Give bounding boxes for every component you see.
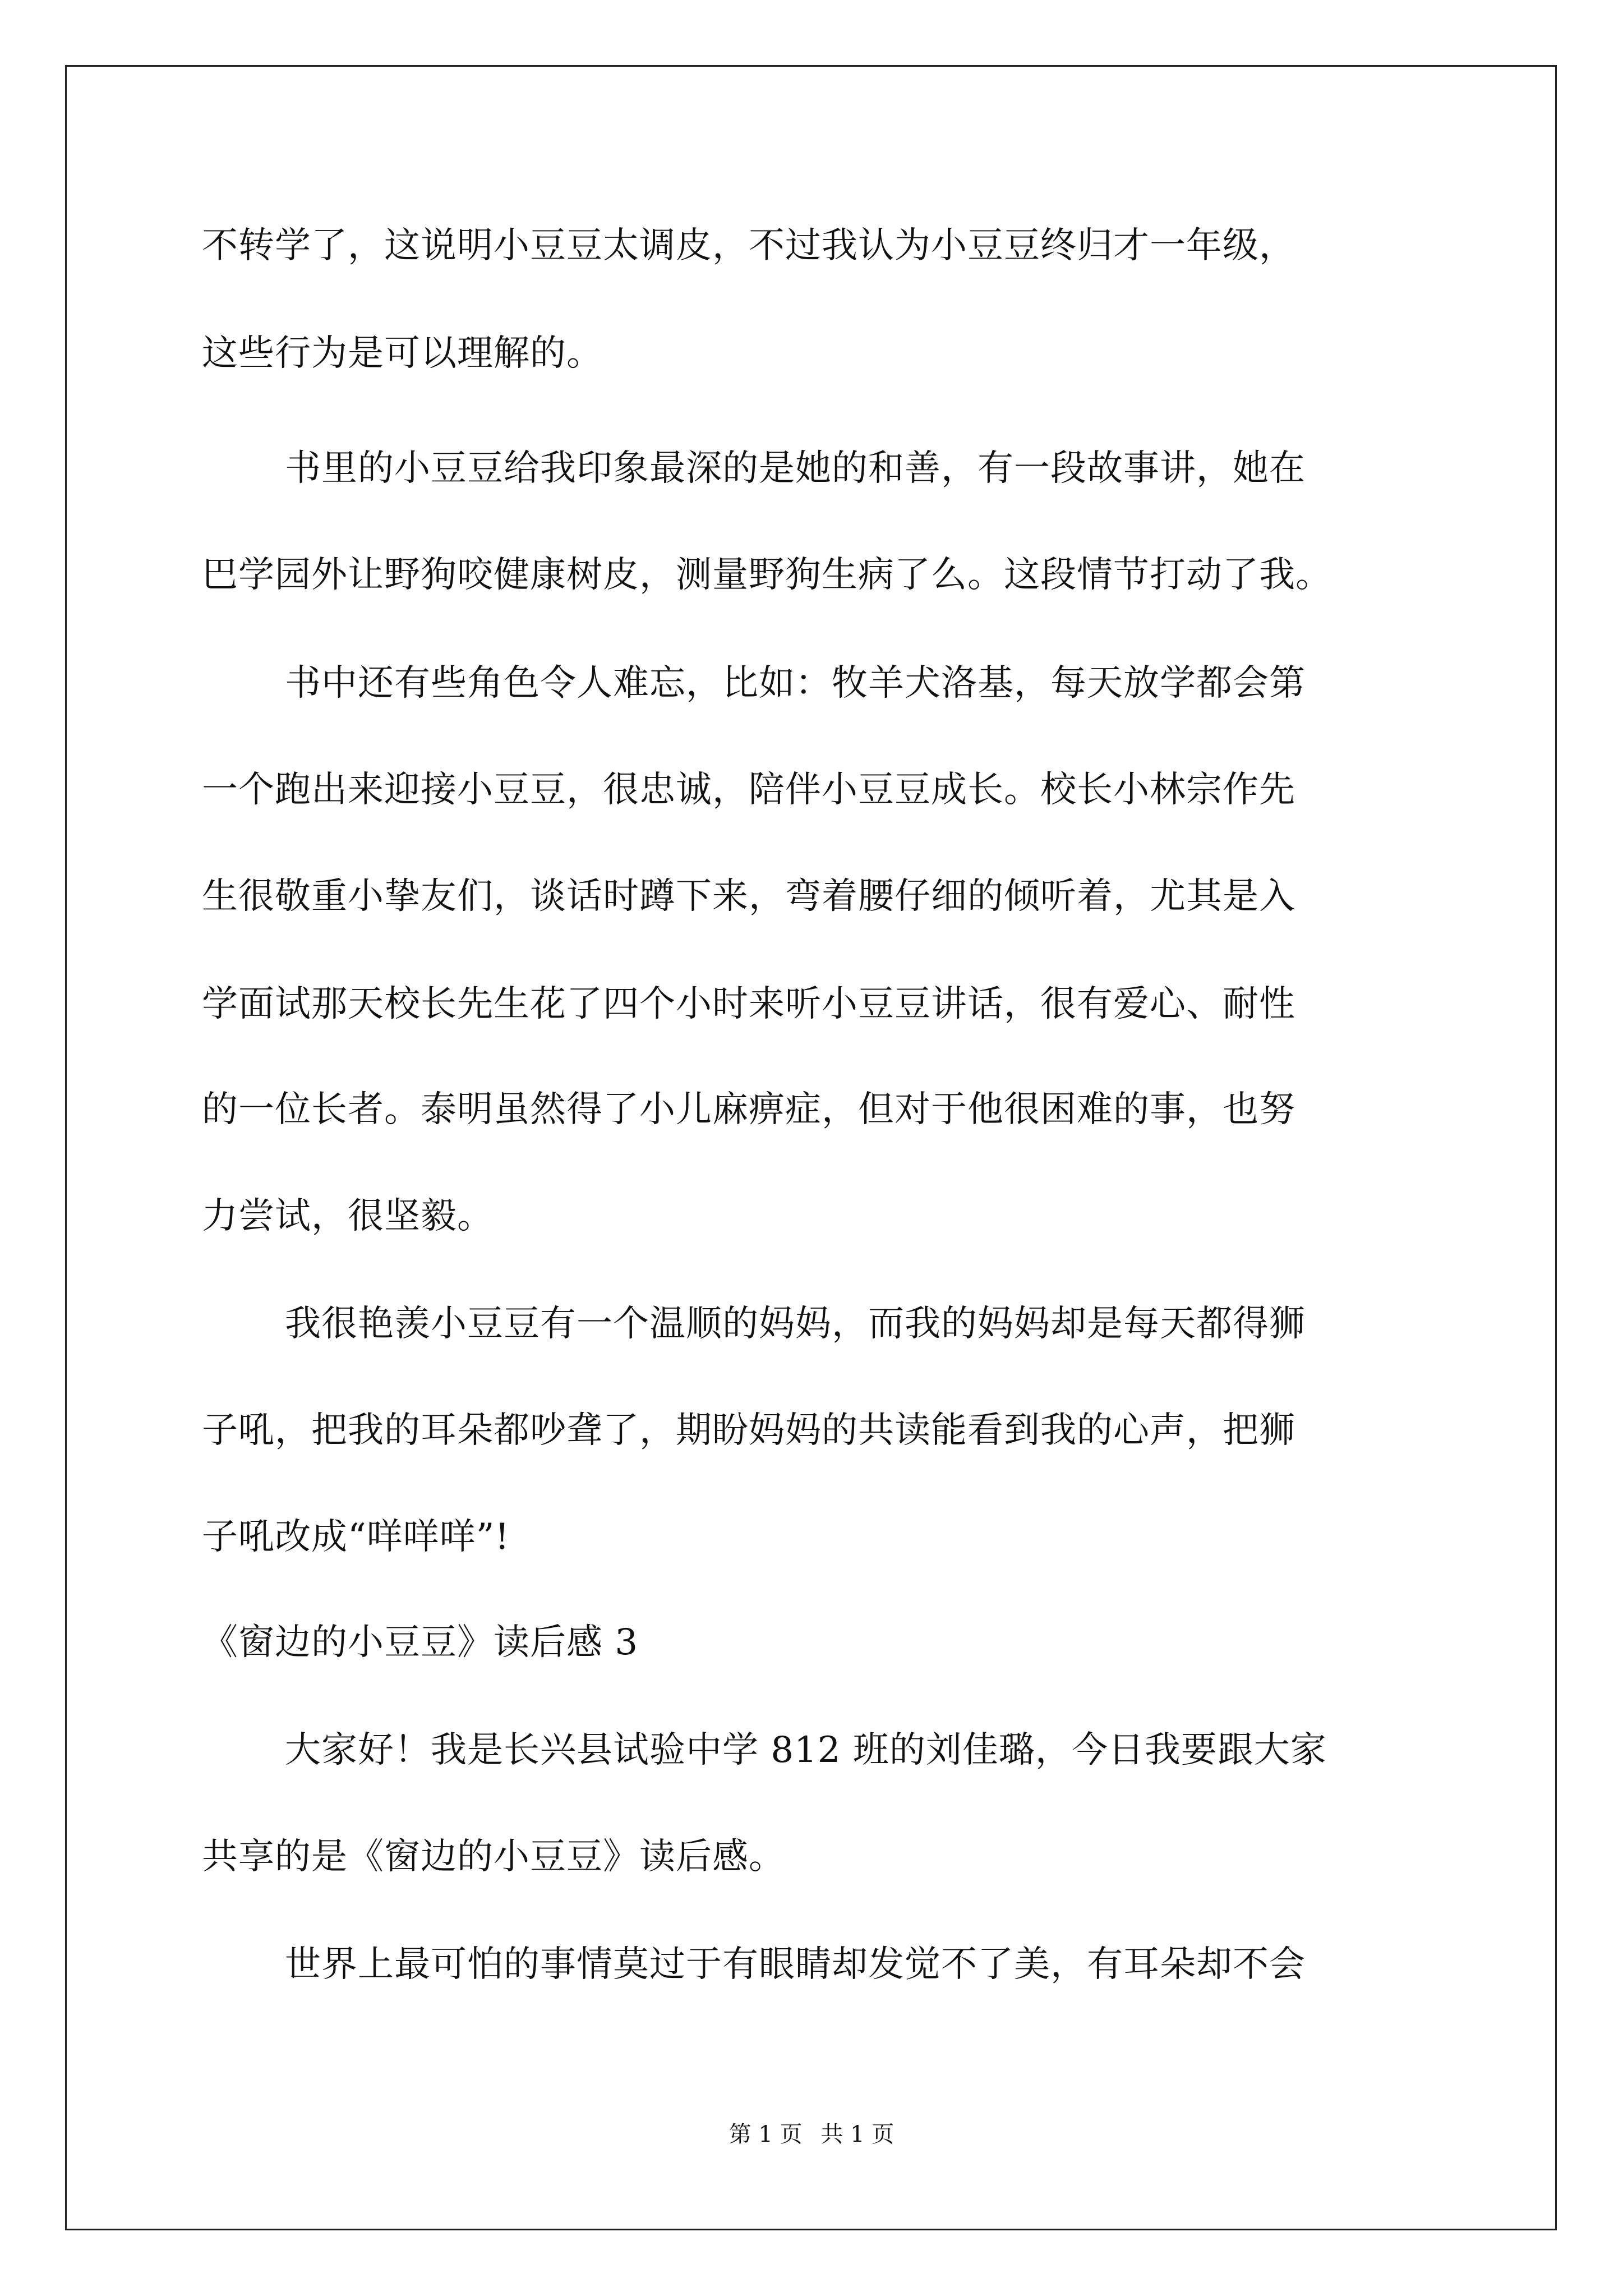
section-heading: 《窗边的小豆豆》读后感 3 [202, 1622, 639, 1663]
text-line: 共享的是《窗边的小豆豆》读后感。 [202, 1836, 785, 1878]
text-line: 子吼改成“咩咩咩”! [202, 1516, 510, 1558]
text-line: 学面试那天校长先生花了四个小时来听小豆豆讲话，很有爱心、耐性 [202, 983, 1295, 1025]
page-border [65, 65, 1557, 2230]
text-line: 这些行为是可以理解的。 [202, 333, 603, 374]
paragraph-first-line: 书里的小豆豆给我印象最深的是她的和善，有一段故事讲，她在 [285, 448, 1306, 489]
text-line: 生很敬重小挚友们，谈话时蹲下来，弯着腰仔细的倾听着，尤其是入 [202, 876, 1295, 917]
paragraph-first-line: 书中还有些角色令人难忘，比如：牧羊犬洛基，每天放学都会第 [285, 662, 1306, 704]
page-footer [0, 2120, 1623, 2148]
text-line: 子吼，把我的耳朵都吵聋了，期盼妈妈的共读能看到我的心声，把狮 [202, 1410, 1295, 1451]
text-line: 巴学园外让野狗咬健康树皮，测量野狗生病了么。这段情节打动了我。 [202, 554, 1332, 596]
text-line: 的一位长者。泰明虽然得了小儿麻痹症，但对于他很困难的事，也努 [202, 1089, 1295, 1130]
text-line: 不转学了，这说明小豆豆太调皮，不过我认为小豆豆终归才一年级， [202, 225, 1295, 266]
page-number-current: 第 1 页 [728, 2122, 803, 2147]
text-line: 力尝试，很坚毅。 [202, 1195, 494, 1237]
paragraph-first-line: 世界上最可怕的事情莫过于有眼睛却发觉不了美，有耳朵却不会 [285, 1944, 1306, 1985]
text-line: 一个跑出来迎接小豆豆，很忠诚，陪伴小豆豆成长。校长小林宗作先 [202, 769, 1295, 811]
paragraph-first-line: 大家好！我是长兴县试验中学 812 班的刘佳璐，今日我要跟大家 [285, 1729, 1327, 1771]
page-number-total: 共 1 页 [820, 2122, 895, 2147]
paragraph-first-line: 我很艳羡小豆豆有一个温顺的妈妈，而我的妈妈却是每天都得狮 [285, 1303, 1306, 1345]
